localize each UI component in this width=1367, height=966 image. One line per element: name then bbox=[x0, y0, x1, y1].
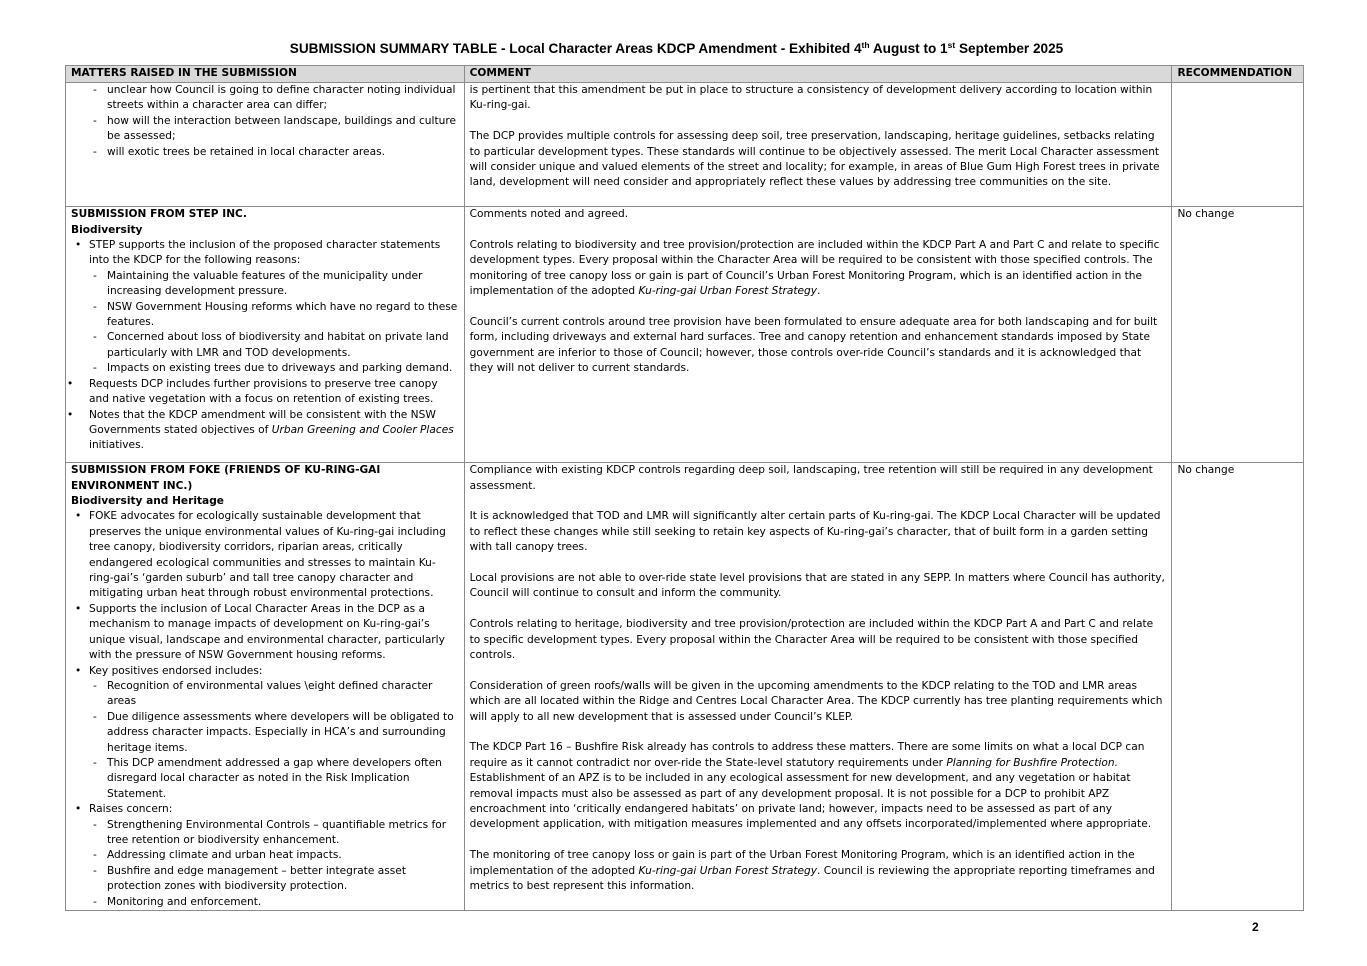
title-superscript: th bbox=[861, 40, 870, 50]
list-item: - Due diligence assessments where developers will be obligated to address character impacts. Especially in HCA’s and surrounding heritage items. bbox=[71, 710, 459, 756]
comment-paragraph: Controls relating to heritage, biodiversity and tree provision/protection are included within the KDCP Part A and Part C and relate to specific development types. Every proposal within the Character Area will be required to be consistent with those specified controls. bbox=[469, 618, 1154, 662]
title-superscript: st bbox=[947, 40, 956, 50]
list-item: - how will the interaction between landscape, buildings and culture be assessed; bbox=[71, 114, 459, 145]
list-item-text: Notes that the KDCP amendment will be consistent with the NSW Governments stated objectives of bbox=[89, 408, 436, 436]
comment-cell bbox=[464, 207, 1172, 463]
list-item: - Recognition of environmental values \eight defined character areas bbox=[71, 679, 459, 710]
submission-heading: SUBMISSION FROM STEP INC. bbox=[71, 208, 247, 221]
header-comment: COMMENT bbox=[464, 66, 1172, 83]
table-row bbox=[66, 83, 1304, 207]
header-matters: MATTERS RAISED IN THE SUBMISSION bbox=[66, 66, 465, 83]
matters-cell bbox=[66, 463, 465, 911]
comment-text: . Council is reviewing the appropriate reporting timeframes and metrics to best represent this information. bbox=[469, 864, 1155, 893]
comment-text: The KDCP Part 16 – Bushfire Risk already has controls to address these matters. There are some limits on what a local DCP can require as it cannot contradict nor over-ride the State-level statutory requirements under bbox=[469, 741, 1145, 769]
list-item: - Addressing climate and urban heat impacts. bbox=[71, 848, 459, 863]
list-item: • STEP supports the inclusion of the proposed character statements into the KDCP for the following reasons: bbox=[71, 238, 459, 269]
list-item: - Monitoring and enforcement. bbox=[71, 895, 459, 910]
comment-paragraph: Consideration of green roofs/walls will be given in the upcoming amendments to the KDCP relating to the TOD and LMR areas which are all located within the Ridge and Centres Local Character Area. The KDCP currently has tree planting requirements which will apply to all new development that is assessed under Council’s KLEP. bbox=[469, 679, 1163, 723]
comment-paragraph: Comments noted and agreed. bbox=[469, 208, 629, 221]
comment-paragraph: It is acknowledged that TOD and LMR will significantly alter certain parts of Ku-ring-gai. The KDCP Local Character will be updated to reflect these changes while still seeking to retain key aspects of Ku-ring-gai’s character, that of built form in a garden setting with tall canopy trees. bbox=[469, 510, 1161, 554]
list-item: - Strengthening Environmental Controls – quantifiable metrics for tree retention or biodiversity enhancement. bbox=[71, 818, 459, 849]
header-recommendation: RECOMMENDATION bbox=[1172, 66, 1304, 83]
list-item: - Bushfire and edge management – better integrate asset protection zones with biodiversity protection. bbox=[71, 864, 459, 895]
list-item: - NSW Government Housing reforms which have no regard to these features. bbox=[71, 300, 459, 331]
title-text: August to 1 bbox=[869, 41, 948, 56]
matters-cell bbox=[66, 83, 465, 207]
submission-subheading: Biodiversity bbox=[71, 223, 143, 236]
list-item-italic: Urban Greening and Cooler Places bbox=[271, 423, 454, 436]
comment-text: . bbox=[817, 285, 821, 298]
matters-list bbox=[71, 509, 459, 910]
comment-cell bbox=[464, 83, 1172, 207]
list-item: - unclear how Council is going to define character noting individual streets within a character area can differ; bbox=[71, 83, 459, 114]
submission-heading: SUBMISSION FROM FOKE (FRIENDS OF KU-RING-GAI ENVIRONMENT INC.) bbox=[71, 464, 381, 492]
matters-list bbox=[71, 83, 459, 160]
comment-italic: Ku-ring-gai Urban Forest Strategy bbox=[638, 864, 818, 877]
comment-paragraph: The DCP provides multiple controls for assessing deep soil, tree preservation, landscaping, heritage guidelines, setbacks relating to particular development types. These standards will continue to be objectively assessed. The merit Local Character assessment will consider unique and valued elements of the street and locality; for example, in areas of Blue Gum High Forest trees in private land, development will need consider and appropriately reflect these values by addressing tree communities on the site. bbox=[469, 130, 1160, 189]
page-number: 2 bbox=[1252, 920, 1259, 934]
list-item: - will exotic trees be retained in local character areas. bbox=[71, 145, 459, 160]
document-title bbox=[0, 40, 1353, 56]
list-item: • Key positives endorsed includes: bbox=[71, 664, 459, 679]
list-item: - Maintaining the valuable features of the municipality under increasing development pressure. bbox=[71, 269, 459, 300]
table-row bbox=[66, 463, 1304, 911]
table-row bbox=[66, 207, 1304, 463]
comment-italic: Planning for Bushfire Protection. bbox=[946, 756, 1118, 769]
comment-paragraph bbox=[470, 740, 1167, 832]
comment-text: Controls relating to biodiversity and tree provision/protection are included within the KDCP Part A and Part C and relate to specific development types. Every proposal within the Character Area will be required to be consistent with those specified controls. The monitoring of tree canopy loss or gain is part of Council’s Urban Forest Monitoring Program, which is an identified action in the implementation of the adopted bbox=[469, 239, 1160, 298]
list-item: - This DCP amendment addressed a gap where developers often disregard local character as noted in the Risk Implication Statement. bbox=[71, 756, 459, 802]
list-item: • Raises concern: bbox=[71, 802, 459, 817]
list-item: • FOKE advocates for ecologically sustainable development that preserves the unique environmental values of Ku-ring-gai including tree canopy, biodiversity corridors, riparian areas, critically endangered ecological communities and stresses to maintain Ku-ring-gai’s ‘garden suburb’ and tall tree canopy character and mitigating urban heat through robust environmental protections. bbox=[71, 509, 459, 601]
comment-text: Establishment of an APZ is to be included in any ecological assessment for new development, and any vegetation or habitat removal impacts must also be assessed as part of any development proposal. It is not possible for a DCP to prohibit APZ encroachment into ‘critically endangered habitats’ on private land; however, impacts need to be assessed as part of any development application, with mitigation measures implemented and any offsets incorporated/implemented where appropriate. bbox=[469, 772, 1152, 831]
comment-paragraph bbox=[470, 848, 1167, 894]
list-item: • Supports the inclusion of Local Character Areas in the DCP as a mechanism to manage impacts of development on Ku-ring-gai’s unique visual, landscape and environmental character, particularly with the pressure of NSW Government housing reforms. bbox=[71, 602, 459, 664]
list-item: - Concerned about loss of biodiversity and habitat on private land particularly with LMR and TOD developments. bbox=[71, 330, 459, 361]
recommendation-cell bbox=[1172, 83, 1304, 207]
recommendation-cell: No change bbox=[1172, 463, 1304, 911]
submission-summary-table bbox=[65, 65, 1304, 911]
list-item-text: initiatives. bbox=[89, 439, 144, 452]
list-item: - Impacts on existing trees due to driveways and parking demand. bbox=[71, 361, 459, 376]
comment-text: The monitoring of tree canopy loss or gain is part of the Urban Forest Monitoring Program, which is an identified action in the implementation of the adopted bbox=[469, 849, 1135, 877]
matters-cell bbox=[66, 207, 465, 463]
list-item bbox=[71, 408, 459, 454]
comment-cell bbox=[464, 463, 1172, 911]
list-item: • Requests DCP includes further provisions to preserve tree canopy and native vegetation with a focus on retention of existing trees. bbox=[71, 377, 459, 408]
comment-paragraph: Council’s current controls around tree provision have been formulated to ensure adequate area for both landscaping and for built form, including driveways and external hard surfaces. Tree and canopy retention and enhancement standards imposed by State government are inferior to those of Council; however, those controls over-ride Council’s standards and it is acknowledged that they will not deliver to current standards. bbox=[469, 316, 1158, 375]
recommendation-cell: No change bbox=[1172, 207, 1304, 463]
comment-paragraph bbox=[470, 238, 1167, 300]
comment-italic: Ku-ring-gai Urban Forest Strategy bbox=[638, 285, 818, 298]
submission-subheading: Biodiversity and Heritage bbox=[71, 495, 224, 508]
comment-paragraph: is pertinent that this amendment be put in place to structure a consistency of development delivery according to location within Ku-ring-gai. bbox=[469, 84, 1153, 112]
matters-list bbox=[71, 238, 459, 454]
comment-paragraph: Compliance with existing KDCP controls regarding deep soil, landscaping, tree retention will still be required in any development assessment. bbox=[469, 464, 1153, 492]
title-text: September 2025 bbox=[955, 41, 1064, 56]
comment-paragraph: Local provisions are not able to over-ride state level provisions that are stated in any SEPP. In matters where Council has authority, Council will continue to consult and inform the community. bbox=[469, 572, 1165, 600]
title-text: SUBMISSION SUMMARY TABLE - Local Character Areas KDCP Amendment - Exhibited 4 bbox=[289, 41, 862, 56]
table-header-row bbox=[66, 66, 1304, 83]
